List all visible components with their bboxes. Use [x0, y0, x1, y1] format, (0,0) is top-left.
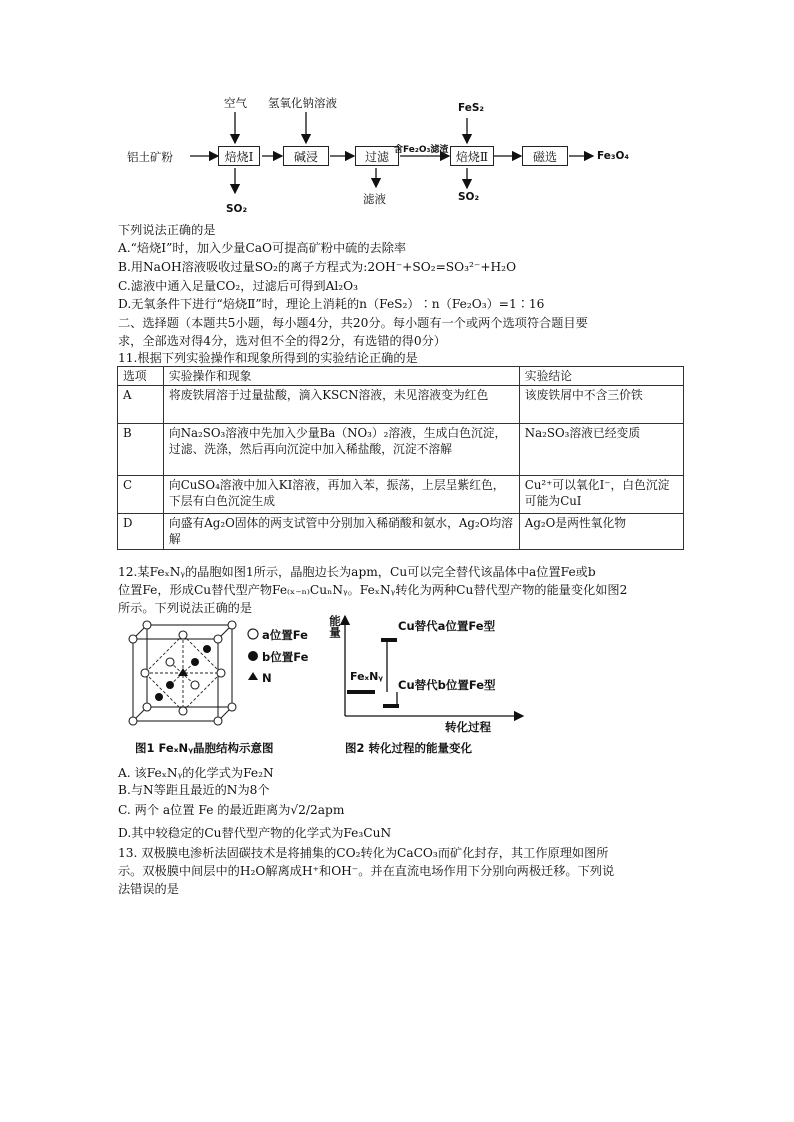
q12-option-d: D.其中较稳定的Cu替代型产物的化学式为Fe₃CuN: [118, 826, 392, 840]
table-cell-option: B: [118, 424, 164, 476]
table-cell-operation: 向盛有Ag₂O固体的两支试管中分别加入稀硝酸和氨水，Ag₂O均溶解: [163, 514, 519, 550]
table-header-cell: 选项: [118, 367, 164, 386]
legend-a-site-icon: [248, 629, 258, 639]
figure1-caption: 图1 FeₓNᵧ晶胞结构示意图: [135, 741, 274, 755]
flow-start-ore: 铝土矿粉: [127, 150, 173, 164]
flow-input-air: 空气: [224, 96, 247, 110]
q12-option-a: A. 该FeₓNᵧ的化学式为Fe₂N: [118, 766, 274, 780]
figure2-lower-level-label: Cu替代b位置Fe型: [398, 678, 496, 692]
table-header-cell: 实验结论: [519, 367, 683, 386]
q11-stem: 11.根据下列实验操作和现象所得到的实验结论正确的是: [118, 351, 418, 365]
q10-prompt: 下列说法正确的是: [118, 223, 216, 237]
q10-option-b: B.用NaOH溶液吸收过量SO₂的离子方程式为:2OH⁻+SO₂=SO₃²⁻+H₂O: [118, 260, 517, 274]
table-cell-operation: 向Na₂SO₃溶液中先加入少量Ba（NO₃）₂溶液，生成白色沉淀，过滤、洗涤，然后再向沉淀中加入稀盐酸，沉淀不溶解: [163, 424, 519, 476]
table-cell-operation: 将废铁屑溶于过量盐酸，滴入KSCN溶液，未见溶液变为红色: [163, 386, 519, 424]
figure2-start-label: FeₓNᵧ: [350, 670, 383, 683]
q11-experiment-table: [117, 366, 684, 550]
figure2-y-axis-label: 能量: [328, 615, 342, 638]
flow-box-magnetic-sep: 磁选: [522, 146, 568, 166]
legend-n-label: N: [262, 671, 272, 685]
legend-n-icon: [248, 672, 258, 680]
flow-box-roast1: 焙烧Ⅰ: [218, 146, 260, 166]
flow-input-naoh: 氢氧化钠溶液: [268, 96, 337, 110]
table-cell-conclusion: 该废铁屑中不含三价铁: [519, 386, 683, 424]
table-row: [118, 424, 684, 476]
flow-output-so2-2: SO₂: [458, 191, 480, 203]
q13-stem-line2: 示。双极膜中间层中的H₂O解离成H⁺和OH⁻。并在直流电场作用下分别向两极迁移。下列说: [118, 864, 615, 878]
q13-stem-line1: 13. 双极膜电渗析法固碳技术是将捕集的CO₂转化为CaCO₃而矿化封存，其工作原理如图所: [118, 846, 609, 860]
q12-stem-line1: 12.某FeₓNᵧ的晶胞如图1所示，晶胞边长为apm，Cu可以完全替代该晶体中a位置Fe或b: [118, 565, 596, 579]
table-cell-option: D: [118, 514, 164, 550]
table-cell-option: C: [118, 476, 164, 514]
legend-b-site-icon: [248, 651, 258, 661]
legend-a-site-label: a位置Fe: [262, 628, 308, 642]
table-cell-conclusion: Na₂SO₃溶液已经变质: [519, 424, 683, 476]
flow-product-fe3o4: Fe₃O₄: [597, 150, 629, 162]
q12-option-b: B.与N等距且最近的N为8个: [118, 783, 270, 797]
figure2-caption: 图2 转化过程的能量变化: [345, 741, 473, 755]
table-header-cell: 实验操作和现象: [163, 367, 519, 386]
table-row: [118, 514, 684, 550]
flow-box-alkali-leach: 碱浸: [283, 146, 329, 166]
flow-output-so2-1: SO₂: [226, 203, 248, 215]
figure2-upper-level-label: Cu替代a位置Fe型: [398, 619, 496, 633]
q12-stem-line3: 所示。下列说法正确的是: [118, 601, 253, 615]
table-row: [118, 476, 684, 514]
q12-stem-line2: 位置Fe，形成Cu替代型产物Fe₍ₓ₋ₙ₎CuₙNᵧ。FeₓNᵧ转化为两种Cu替代型产物的能量变化如图2: [118, 583, 628, 597]
table-header-row: [118, 367, 684, 386]
table-cell-option: A: [118, 386, 164, 424]
figure2-x-axis-label: 转化过程: [445, 720, 491, 734]
table-cell-operation: 向CuSO₄溶液中加入KI溶液，再加入苯，振荡，上层呈紫红色，下层有白色沉淀生成: [163, 476, 519, 514]
flow-input-fes2: FeS₂: [458, 102, 485, 114]
legend-b-site-label: b位置Fe: [262, 650, 309, 664]
table-cell-conclusion: Cu²⁺可以氧化I⁻，白色沉淀可能为CuI: [519, 476, 683, 514]
q10-option-c: C.滤液中通入足量CO₂，过滤后可得到Al₂O₃: [118, 279, 359, 293]
table-cell-conclusion: Ag₂O是两性氧化物: [519, 514, 683, 550]
flow-arrow-label-residue: 含Fe₂O₃滤渣: [394, 145, 449, 155]
q13-stem-line3: 法错误的是: [118, 882, 179, 896]
flow-output-filtrate: 滤液: [363, 192, 386, 206]
flow-box-roast2: 焙烧Ⅱ: [450, 146, 494, 166]
section2-instructions-2: 求，全部选对得4分，选对但不全的得2分，有选错的得0分）: [118, 334, 446, 348]
flow-box-filter: 过滤: [355, 146, 399, 166]
q10-option-d: D.无氧条件下进行“焙烧Ⅱ”时，理论上消耗的n（FeS₂）∶n（Fe₂O₃）=1∶16: [118, 297, 545, 311]
table-row: [118, 386, 684, 424]
q12-option-c: C. 两个 a位置 Fe 的最近距离为√2/2apm: [118, 803, 345, 817]
flowchart-arrows: [0, 0, 794, 225]
q10-option-a: A.“焙烧Ⅰ”时，加入少量CaO可提高矿粉中硫的去除率: [118, 241, 407, 255]
section2-instructions-1: 二、选择题（本题共5小题，每小题4分，共20分。每小题有一个或两个选项符合题目要: [118, 316, 588, 330]
